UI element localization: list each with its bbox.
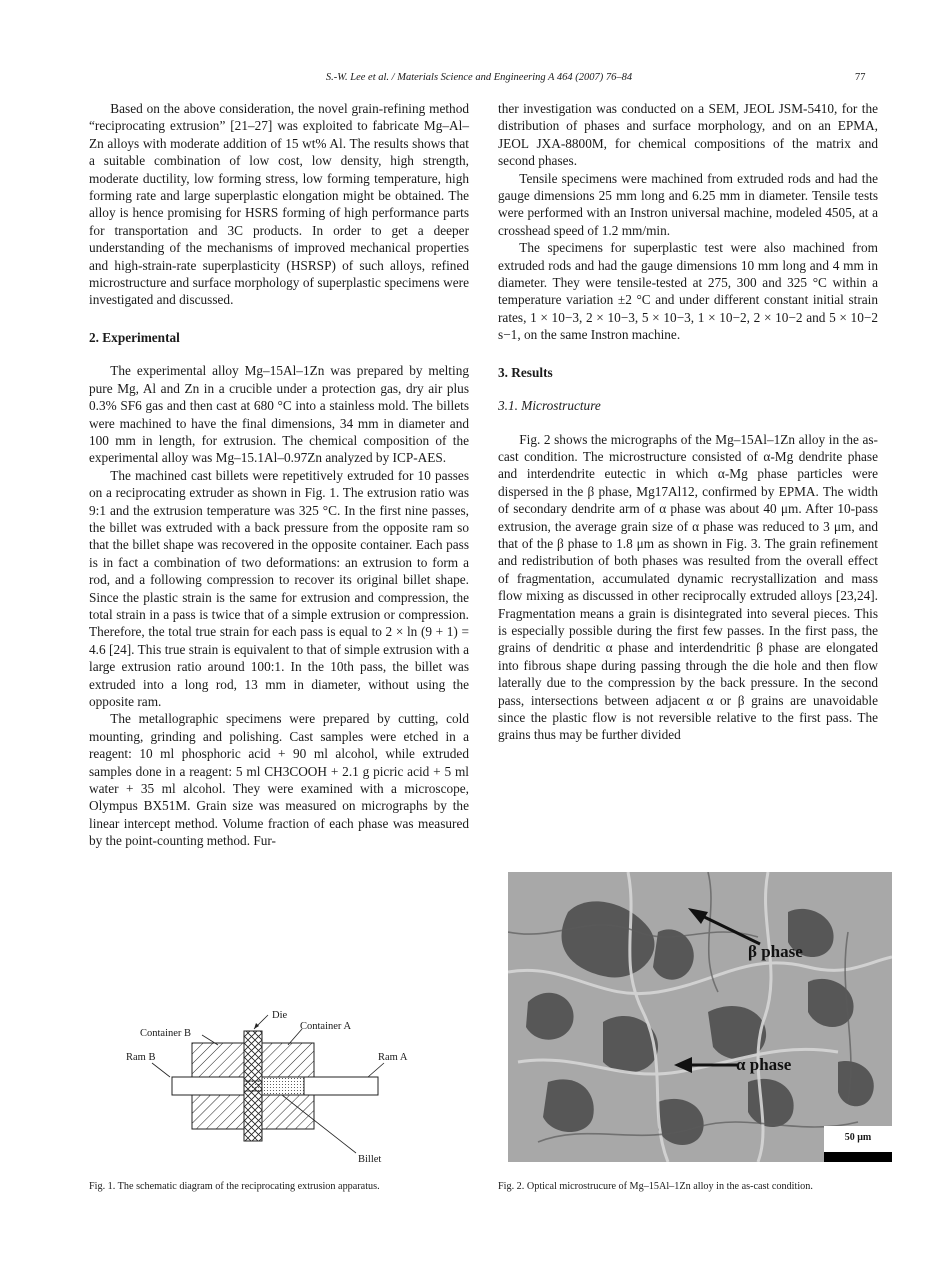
figure-1-caption: Fig. 1. The schematic diagram of the reciprocating extrusion apparatus. <box>89 1181 380 1192</box>
superplastic-paragraph: The specimens for superplastic test were also machined from extruded rods and had the gauge dimensions 10 mm long and 4 mm in diameter. They were tensile-tested at 275, 300 and 325 °C within a temperature variation ±2 °C and under different constant initial strain rates, 1 × 10−3, 2 × 10−3, 5 × 10−3, 1 × 10−2, 2 × 10−2 and 5 × 10−2 s−1, on the same Instron machine. <box>498 240 878 343</box>
page-number: 77 <box>855 72 866 83</box>
container-b-lower <box>192 1095 244 1129</box>
label-die: Die <box>272 1010 288 1021</box>
label-alpha-phase: α phase <box>736 1055 792 1074</box>
continued-paragraph: ther investigation was conducted on a SEM, JEOL JSM-5410, for the distribution of phases and surface morphology, and on an EPMA, JEOL JXA-8800M, for chemical compositions of the matrix and second phases. <box>498 101 878 169</box>
scale-bar-box <box>824 1126 892 1162</box>
running-head: S.-W. Lee et al. / Materials Science and Engineering A 464 (2007) 76–84 <box>325 72 633 83</box>
section-heading-experimental: 2. Experimental <box>89 329 180 345</box>
left-column <box>89 100 469 850</box>
label-beta-phase: β phase <box>748 942 803 961</box>
ram-b <box>172 1077 244 1095</box>
section-heading-results: 3. Results <box>498 364 553 380</box>
experimental-paragraph-2: The machined cast billets were repetitively extruded for 10 passes on a reciprocating extruder as shown in Fig. 1. The extrusion ratio was 9:1 and the extrusion temperature was 325 °C. In the first nine passes, the billet was extruded with a back pressure from the opposite ram so that the billet shape was recovered in the opposite container. Each pass is in fact a combination of two deformations: an extrusion to form a rod, and a following compression to recover its original billet shape. Since the plastic strain is the same for extrusion and compression, the total strain in a pass is twice that of a simple extrusion or compression. Therefore, the total true strain for each pass is equal to 2 × ln (9 + 1) = 4.6 [24]. This true strain is equivalent to that of simple extrusion with a large extrusion ratio around 100:1. In the 10th pass, the billet was extruded into a long rod, 13 mm in diameter, without using the opposite ram. <box>89 467 469 709</box>
figure-2-caption: Fig. 2. Optical microstrucure of Mg–15Al–1Zn alloy in the as-cast condition. <box>498 1181 813 1192</box>
label-billet: Billet <box>358 1154 382 1165</box>
subsection-heading-microstructure: 3.1. Microstructure <box>498 398 601 414</box>
microstructure-paragraph: Fig. 2 shows the micrographs of the Mg–15Al–1Zn alloy in the as-cast condition. The microstructure consisted of α-Mg dendrite phase and interdendrite eutectic in which α-Mg phase particles were dispersed in the β phase, Mg17Al12, confirmed by EPMA. The width of secondary dendrite arm of α phase was about 40 μm. After 10-pass extrusion, the average grain size of α phase was reduced to 3 μm, and that of the β phase to 1.8 μm as shown in Fig. 3. The grain refinement and redistribution of both phases was resulted from the overall effect of fragmentation, accumulated dynamic recrystallization and mass flow mixing as discussed in other reciprocally extruded alloys [23,24]. Fragmentation means a grain is disintegrated into several pieces. This is especially possible during the first few passes. In the first pass, the grains of dendritic α phase and interdendritic β phase are elongated into fibrous shape during passing through the die hole and then flow laterally due to the compression by the back pressure. In the second pass, intersections between adjacent α or β grains are unavoidable since the plastic flow is not reversible relative to the first pass. The grains thus may be further divided <box>498 431 878 743</box>
intro-paragraph: Based on the above consideration, the novel grain-refining method “reciprocating extrusion” [21–27] was exploited to fabricate Mg–Al–Zn alloys with moderate addition of 15 wt% Al. The results shows that a suitable combination of low cost, low density, high strength, moderate ductility, low forming stress, low forming temperature, high forming rate and large superplastic elongation might be obtained. The alloy is hence promising for HSRS forming of high performance parts for transportation and 3C products. In order to get a deeper understanding of the mechanisms of improved mechanical properties and high-strain-rate superplasticity (HSRSP) of such alloys, refined microstructure and surface morphology of superplastic specimens were investigated and discussed. <box>89 101 469 308</box>
ram-a <box>304 1077 378 1095</box>
scale-bar <box>824 1152 892 1162</box>
label-ram-b: Ram B <box>126 1052 156 1063</box>
micrograph-texture <box>508 872 892 1162</box>
container-b-upper <box>192 1043 244 1077</box>
billet <box>262 1077 304 1095</box>
label-ram-a: Ram A <box>378 1052 408 1063</box>
scale-bar-label: 50 μm <box>844 1132 872 1143</box>
tensile-paragraph: Tensile specimens were machined from extruded rods and had the gauge dimensions 25 mm long and 6.25 mm in diameter. Tensile tests were performed with an Instron universal machine, modeled 4505, at a crosshead speed of 1.2 mm/min. <box>498 170 878 238</box>
experimental-paragraph-1: The experimental alloy Mg–15Al–1Zn was prepared by melting pure Mg, Al and Zn in a crucible under a protection gas, dry air plus 0.3% SF6 gas and then cast at 680 °C into a stainless mold. The billets were machined to have the final dimensions, 34 mm in diameter and 100 mm in length, for extrusion. The chemical composition of the experimental alloy was Mg–15.1Al–0.97Zn analyzed by ICP-AES. <box>89 363 469 466</box>
container-a-upper <box>262 1043 314 1077</box>
experimental-paragraph-3: The metallographic specimens were prepared by cutting, cold mounting, grinding and polishing. Cast samples were etched in a reagent: 10 ml phosphoric acid + 90 ml alcohol, while extruded samples done in a reagent: 5 ml CH3COOH + 2.1 g picric acid + 5 ml water + 35 ml alcohol. They were examined with a microscope, Olympus BX51M. Grain size was measured on micrographs by the linear intercept method. Volume fraction of each phase was measured by the point-counting method. Fur- <box>89 711 469 849</box>
label-container-a: Container A <box>300 1021 352 1032</box>
figure-2-micrograph <box>508 872 892 1162</box>
figure-1-schematic <box>122 1005 442 1165</box>
right-column <box>498 100 878 744</box>
label-container-b: Container B <box>140 1028 192 1039</box>
